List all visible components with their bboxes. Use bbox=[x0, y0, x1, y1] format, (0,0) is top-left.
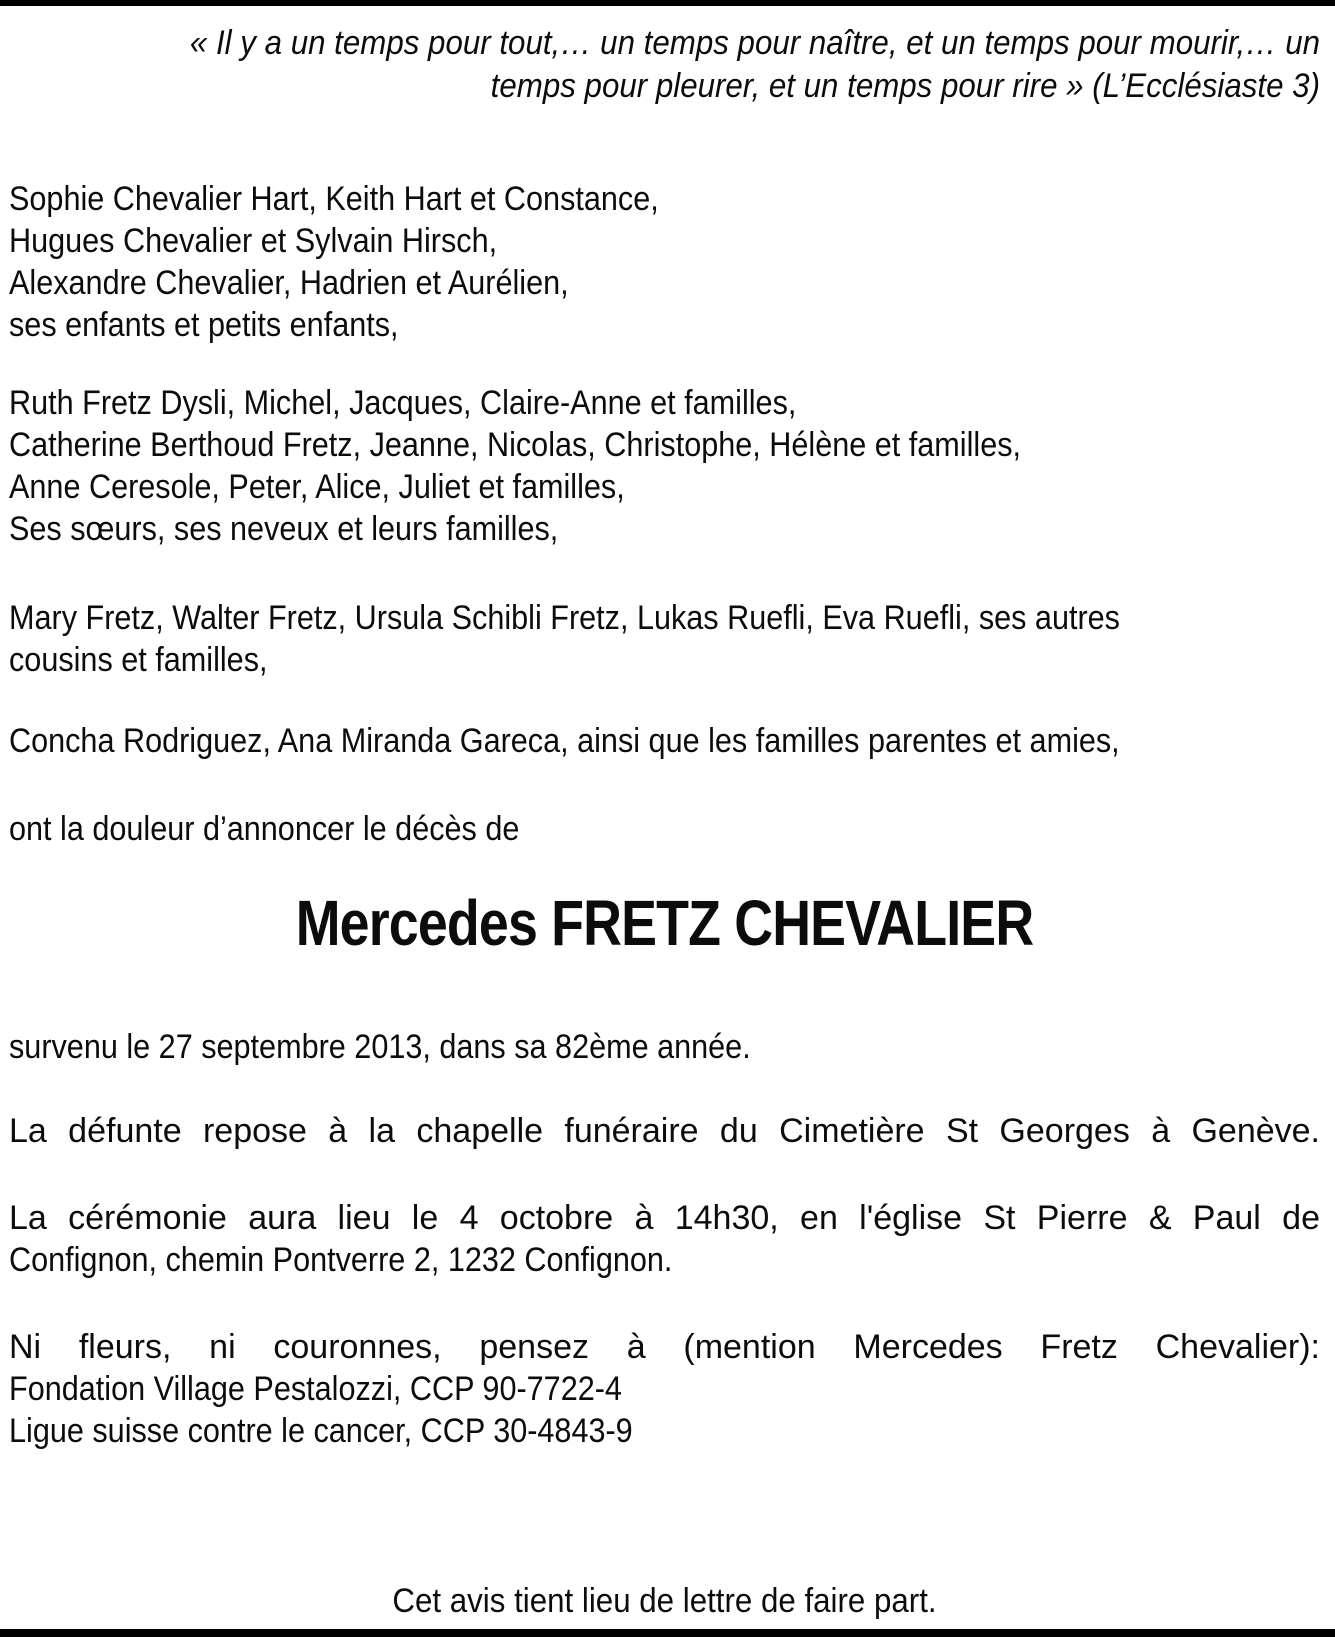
family-line: Concha Rodriguez, Ana Miranda Gareca, ainsi que les familles parentes et amies, bbox=[9, 722, 1120, 760]
family-line: cousins et familles, bbox=[9, 641, 268, 679]
family-line: Alexandre Chevalier, Hadrien et Aurélien, bbox=[9, 264, 569, 302]
donations-line-3: Ligue suisse contre le cancer, CCP 30-4843-9 bbox=[9, 1412, 633, 1450]
ceremony-line-1: La cérémonie aura lieu le 4 octobre à 14h30, en l'église St Pierre & Paul de bbox=[9, 1199, 1320, 1237]
family-line: Mary Fretz, Walter Fretz, Ursula Schibli Fretz, Lukas Ruefli, Eva Ruefli, ses autres bbox=[9, 599, 1120, 637]
bottom-border-bar bbox=[0, 1629, 1335, 1637]
family-line: Ses sœurs, ses neveux et leurs familles, bbox=[9, 510, 559, 548]
family-group-sisters bbox=[9, 382, 1320, 550]
death-date-line: survenu le 27 septembre 2013, dans sa 82ème année. bbox=[9, 1028, 751, 1066]
family-line: Hugues Chevalier et Sylvain Hirsch, bbox=[9, 222, 498, 260]
quote-line-1: « Il y a un temps pour tout,… un temps pour naître, et un temps pour mourir,… un bbox=[189, 24, 1321, 62]
quote-line-2: temps pour pleurer, et un temps pour rire » (L’Ecclésiaste 3) bbox=[490, 67, 1321, 105]
repose-line: La défunte repose à la chapelle funéraire du Cimetière St Georges à Genève. bbox=[9, 1112, 1320, 1150]
family-line: ses enfants et petits enfants, bbox=[9, 306, 399, 344]
family-group-children bbox=[9, 178, 1320, 346]
family-group-cousins bbox=[9, 597, 1320, 681]
family-line: Sophie Chevalier Hart, Keith Hart et Constance, bbox=[9, 180, 659, 218]
death-date-info bbox=[9, 1026, 1320, 1068]
footer-statement bbox=[9, 1580, 1320, 1622]
donations-info bbox=[9, 1326, 1320, 1452]
repose-info bbox=[9, 1110, 1320, 1152]
family-line: Catherine Berthoud Fretz, Jeanne, Nicolas, Christophe, Hélène et familles, bbox=[9, 426, 1022, 464]
ceremony-line-2: Confignon, chemin Pontverre 2, 1232 Confignon. bbox=[9, 1241, 673, 1279]
family-line: Ruth Fretz Dysli, Michel, Jacques, Claire-Anne et familles, bbox=[9, 384, 797, 422]
announcement-line: ont la douleur d’annoncer le décès de bbox=[9, 810, 520, 848]
deceased-name: Mercedes FRETZ CHEVALIER bbox=[295, 887, 1034, 959]
scripture-quote bbox=[9, 22, 1320, 108]
deceased-name-title bbox=[9, 888, 1320, 958]
family-group-friends bbox=[9, 720, 1320, 762]
ceremony-info bbox=[9, 1197, 1320, 1281]
footer-line: Cet avis tient lieu de lettre de faire part. bbox=[392, 1582, 937, 1620]
announcement-text bbox=[9, 808, 1320, 850]
donations-line-1: Ni fleurs, ni couronnes, pensez à (mention Mercedes Fretz Chevalier): bbox=[9, 1328, 1320, 1366]
donations-line-2: Fondation Village Pestalozzi, CCP 90-7722-4 bbox=[9, 1370, 622, 1408]
family-line: Anne Ceresole, Peter, Alice, Juliet et familles, bbox=[9, 468, 625, 506]
